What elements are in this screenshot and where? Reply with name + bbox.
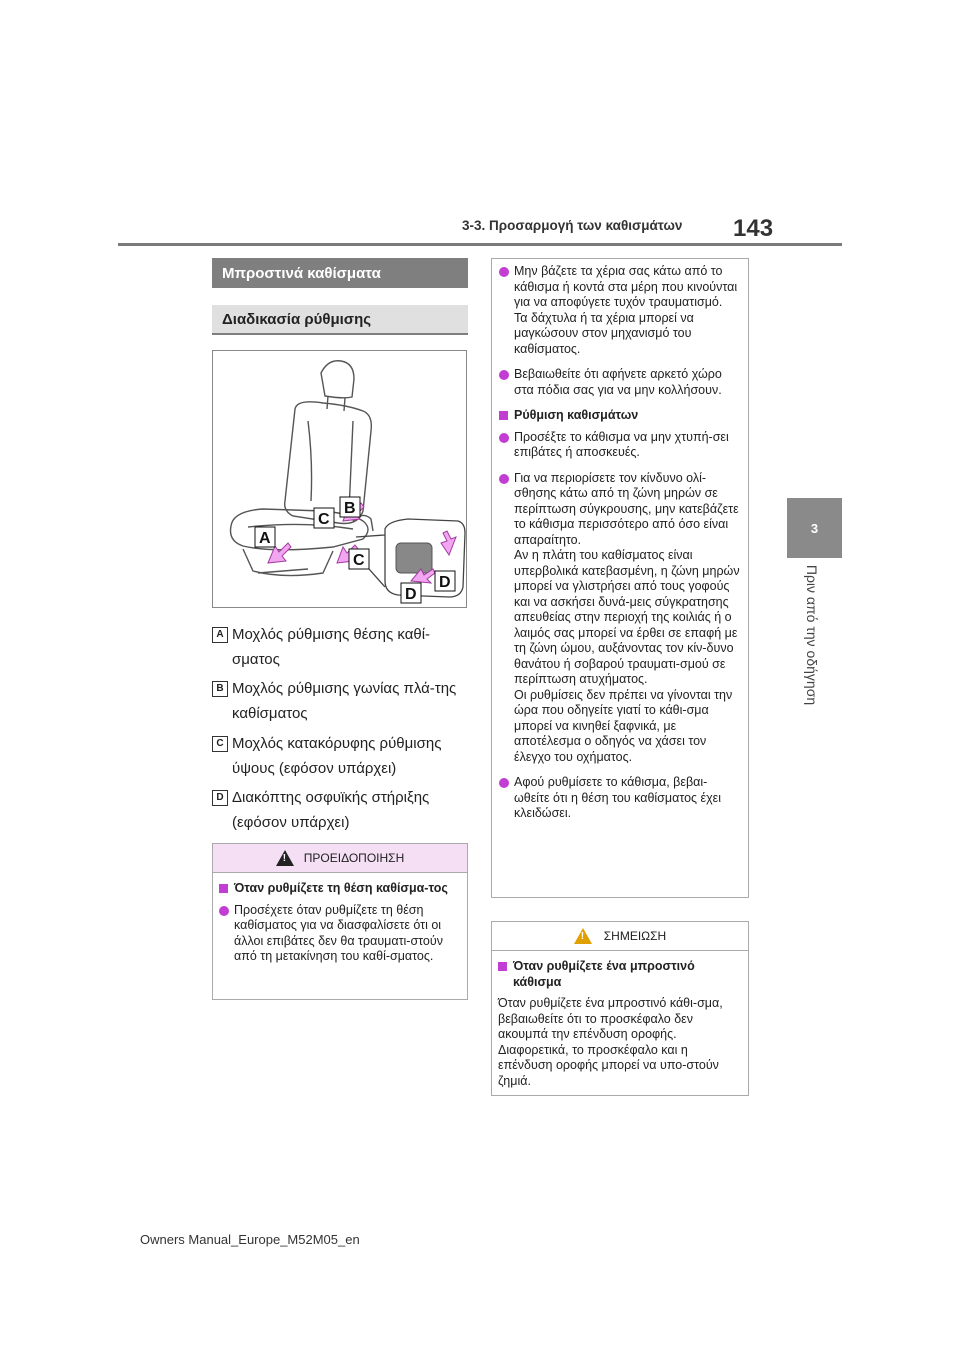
warning-header xyxy=(213,844,467,873)
bullet-icon xyxy=(499,778,509,788)
legend-badge-c: C xyxy=(212,736,228,752)
square-bullet-icon xyxy=(499,411,508,420)
square-bullet-icon xyxy=(498,962,507,971)
legend-badge-b: B xyxy=(212,681,228,697)
seat-drawing xyxy=(213,351,466,607)
bullet-2: Βεβαιωθείτε ότι αφήνετε αρκετό χώρο στα πόδια σας για να μην κολλήσουν. xyxy=(499,367,740,398)
chapter-label xyxy=(792,540,832,730)
caution-icon xyxy=(574,928,592,944)
legend-item-c xyxy=(212,731,472,781)
legend-item-a xyxy=(212,622,472,672)
heading-main: Μπροστινά καθίσματα xyxy=(212,258,468,288)
figure-label-c-2: C xyxy=(353,552,365,569)
chapter-label-text: Πριν από την οδήγηση xyxy=(804,564,820,706)
subhead-seat-adjustment: Ρύθμιση καθισμάτων xyxy=(499,408,740,424)
heading-sub: Διαδικασία ρύθμισης xyxy=(212,305,468,335)
bullet-4: Για να περιορίσετε τον κίνδυνο ολί-σθησης κάτω από τη ζώνη μηρών σε περίπτωση σύγκρουσης, μην κατεβάζετε το κάθισμα περισσότερο από όσο είναι απαραίτητο. Αν η πλάτη του καθίσματος είναι υπερβολικά κατεβασμένη, η ζώνη μηρών μπορεί να γλιστρήσει από τους γοφούς και να ασκήσει δυνά-μεις σύγκρατησης απευθείας στην περιοχή της κοιλιάς ή ο λαιμός σας μπορεί να έρθει σε επαφή με τη ζώνη ώμου, αυξάνοντας τον κίν-δυνο θανάτου ή σοβαρού τραυματι-σμού σε περίπτωση ατυχήματος. Οι ρυθμίσεις δεν πρέπει να γίνονται την ώρα που οδηγείτε γιατί το κάθι-σμα μπορεί να κινηθεί ξαφνικά, με αποτέλεσμα ο οδηγός να χάσει τον έλεγχο του οχήματος. xyxy=(499,471,740,766)
note-title: ΣΗΜΕΙΩΣΗ xyxy=(603,929,667,943)
bullet-icon xyxy=(499,267,509,277)
seat-illustration xyxy=(212,350,467,608)
bullet-icon xyxy=(499,433,509,443)
section-title: 3-3. Προσαρμογή των καθισμάτων xyxy=(462,218,683,233)
square-bullet-icon xyxy=(219,884,228,893)
warning-bullet: Προσέχετε όταν ρυθμίζετε τη θέση καθίσματος για να διασφαλίσετε ότι οι άλλοι επιβάτες δεν θα τραυματι-στούν από τη μετακίνηση του καθί-σματος. xyxy=(219,903,459,965)
legend-text-c: Μοχλός κατακόρυφης ρύθμισης ύψους (εφόσον υπάρχει) xyxy=(232,735,442,777)
legend-text-a: Μοχλός ρύθμισης θέσης καθί-σματος xyxy=(232,626,431,668)
figure-label-a: A xyxy=(259,530,271,547)
bullet-5: Αφού ρυθμίσετε το κάθισμα, βεβαι-ωθείτε ότι η θέση του καθίσματος έχει κλειδώσει. xyxy=(499,775,740,822)
bullet-icon xyxy=(499,370,509,380)
chapter-number: 3 xyxy=(810,520,819,536)
bullet-1: Μην βάζετε τα χέρια σας κάτω από το κάθισμα ή κοντά στα μέρη που κινούνται για να αποφύγετε τυχόν τραυματισμό. Τα δάχτυλα ή τα χέρια μπορεί να μαγκώσουν στον μηχανισμό του καθίσματος. xyxy=(499,264,740,357)
legend-item-d xyxy=(212,785,472,835)
legend-badge-a: A xyxy=(212,627,228,643)
warning-continued-box xyxy=(491,258,749,898)
bullet-icon xyxy=(499,474,509,484)
legend-item-b xyxy=(212,676,472,726)
figure-label-d-2: D xyxy=(439,574,451,591)
footer-text: Owners Manual_Europe_M52M05_en xyxy=(140,1232,360,1247)
warning-box xyxy=(212,843,468,1000)
legend-text-b: Μοχλός ρύθμισης γωνίας πλά-της καθίσματος xyxy=(232,680,457,722)
note-subhead: Όταν ρυθμίζετε ένα μπροστινό κάθισμα xyxy=(498,959,740,990)
warning-icon xyxy=(276,850,294,866)
legend-text-d: Διακόπτης οσφυϊκής στήριξης (εφόσον υπάρχει) xyxy=(232,789,430,831)
note-text: Όταν ρυθμίζετε ένα μπροστινό κάθι-σμα, βεβαιωθείτε ότι το προσκέφαλο δεν ακουμπά την επένδυση οροφής. Διαφορετικά, το προσκέφαλο και η επένδυση οροφής μπορεί να υπο-στούν ζημιά. xyxy=(498,996,723,1088)
legend-badge-d: D xyxy=(212,790,228,806)
warning-subhead: Όταν ρυθμίζετε τη θέση καθίσμα-τος xyxy=(219,881,459,897)
note-box xyxy=(491,921,749,1096)
figure-label-b: B xyxy=(344,500,356,517)
figure-label-c: C xyxy=(318,511,330,528)
page-number: 143 xyxy=(733,215,774,242)
header-divider xyxy=(118,243,842,246)
figure-label-d: D xyxy=(405,586,417,603)
note-header xyxy=(492,922,748,951)
warning-title: ΠΡΟΕΙΔΟΠΟΙΗΣΗ xyxy=(303,851,405,865)
bullet-icon xyxy=(219,906,229,916)
bullet-3: Προσέξτε το κάθισμα να μην χτυπή-σει επιβάτες ή αποσκευές. xyxy=(499,430,740,461)
